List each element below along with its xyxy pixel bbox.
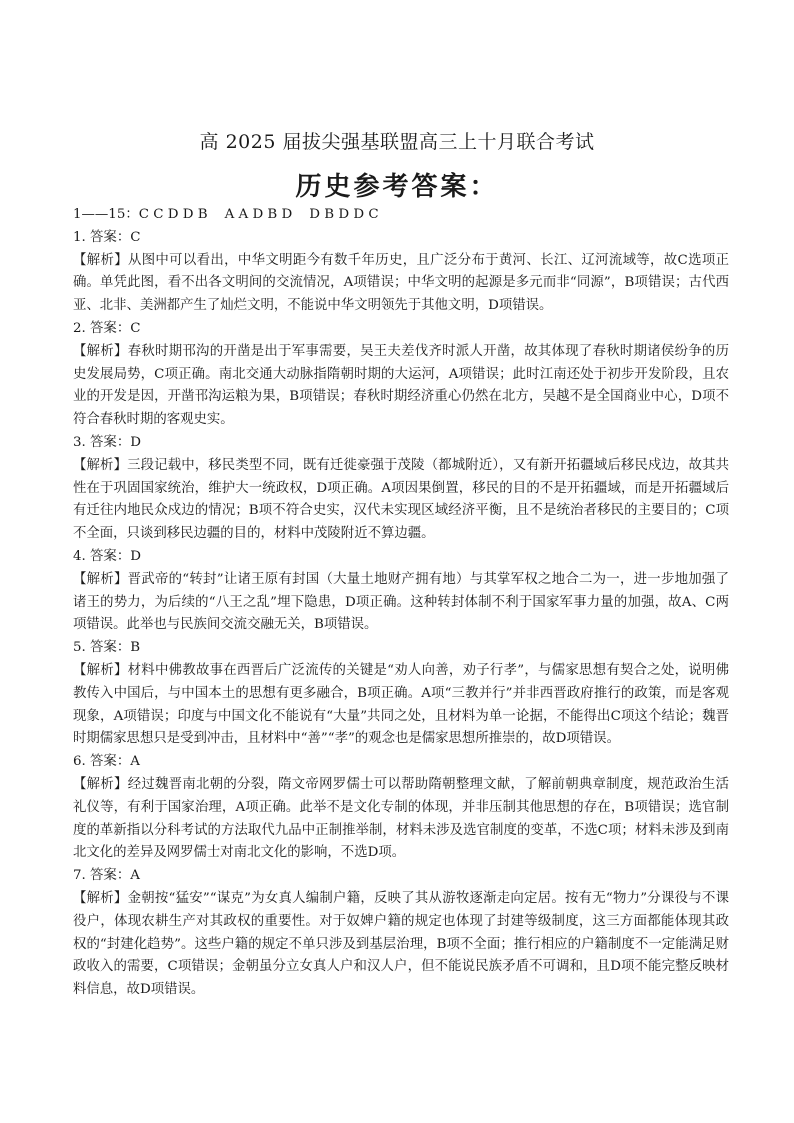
answer-key-line: 1——15：C C D D B A A D B D D B D D C	[73, 207, 379, 222]
question-1-answer: 1. 答案：C	[73, 229, 141, 245]
question-6-answer: 6. 答案：A	[73, 754, 140, 770]
question-7-answer: 7. 答案：A	[73, 868, 140, 884]
question-5-answer: 5. 答案：B	[73, 640, 141, 656]
question-7-analysis: 【解析】金朝按“猛安”“谋克”为女真人编制户籍，反映了其从游牧逐渐走向定居。按有无“物力”分课役与不课役户，体现农耕生产对其政权的重要性。对于奴婢户籍的规定也体现了封建等级制度，这三方面都能体现其政权的“封建化趋势”。这些户籍的规定不单只涉及到基层治理，B项不全面；推行相应的户籍制度不一定能满足财政收入的需要，C项错误；金朝虽分立女真人户和汉人户，但不能说民族矛盾不可调和，且D项不能完整反映材料信息，故D项错误。	[73, 890, 729, 998]
question-6-analysis: 【解析】经过魏晋南北朝的分裂，隋文帝网罗儒士可以帮助隋朝整理文献，了解前朝典章制度，规范政治生活礼仪等，有利于国家治理，A项正确。此举不是文化专制的体现，并非压制其他思想的存在，B项错误；选官制度的革新指以分科考试的方法取代九品中正制推举制，材料未涉及选官制度的变革，不选C项；材料未涉及到南北文化的差异及网罗儒士对南北文化的影响，不选D项。	[73, 776, 729, 861]
question-5-analysis: 【解析】材料中佛教故事在西晋后广泛流传的关键是“劝人向善，劝子行孝”，与儒家思想有契合之处，说明佛教传入中国后，与中国本土的思想有更多融合，B项正确。A项“三教并行”并非西晋政府推行的政策，而是客观现象，A项错误；印度与中国文化不能说有“大量”共同之处，且材料为单一论据，不能得出C项这个结论；魏晋时期儒家思想只是受到冲击，且材料中“善”“孝”的观念也是儒家思想所推崇的，故D项错误。	[73, 662, 729, 747]
page-subtitle: 历史参考答案：	[295, 172, 499, 202]
question-2-analysis: 【解析】春秋时期邗沟的开凿是出于军事需要，吴王夫差伐齐时派人开凿，故其体现了春秋时期诸侯纷争的历史发展局势，C项正确。南北交通大动脉指隋朝时期的大运河，A项错误；此时江南还处于初步开发阶段，且农业的开发是因，开凿邗沟运粮为果，B项错误；春秋时期经济重心仍然在北方，吴越不是全国商业中心，D项不符合春秋时期的客观史实。	[73, 343, 729, 428]
question-3-analysis: 【解析】三段记载中，移民类型不同，既有迁徙豪强于茂陵（都城附近），又有新开拓疆域后移民戍边，故其共性在于巩固国家统治，维护大一统政权，D项正确。A项因果倒置，移民的目的不是开拓疆域，而是开拓疆域后有迁往内地民众戍边的情况；B项不符合史实，汉代未实现区域经济平衡，且不是统治者移民的主要目的；C项不全面，只谈到移民边疆的目的，材料中茂陵附近不算边疆。	[73, 457, 729, 542]
question-1-analysis: 【解析】从图中可以看出，中华文明距今有数千年历史，且广泛分布于黄河、长江、辽河流域等，故C选项正确。单凭此图，看不出各文明间的交流情况，A项错误；中华文明的起源是多元而非“同源”，B项错误；古代西亚、北非、美洲都产生了灿烂文明，不能说中华文明领先于其他文明，D项错误。	[73, 252, 729, 314]
question-2-answer: 2. 答案：C	[73, 320, 141, 336]
page-title: 高 2025 届拔尖强基联盟高三上十月联合考试	[199, 131, 595, 153]
question-4-answer: 4. 答案：D	[73, 548, 141, 564]
answer-content	[73, 204, 729, 1002]
question-3-answer: 3. 答案：D	[73, 434, 141, 450]
question-4-analysis: 【解析】晋武帝的“转封”让诸王原有封国（大量土地财产拥有地）与其掌军权之地合二为一，进一步地加强了诸王的势力，为后续的“八王之乱”埋下隐患，D项正确。这种转封体制不利于国家军事力量的加强，故A、C两项错误。此举也与民族间交流交融无关，B项错误。	[73, 571, 729, 633]
